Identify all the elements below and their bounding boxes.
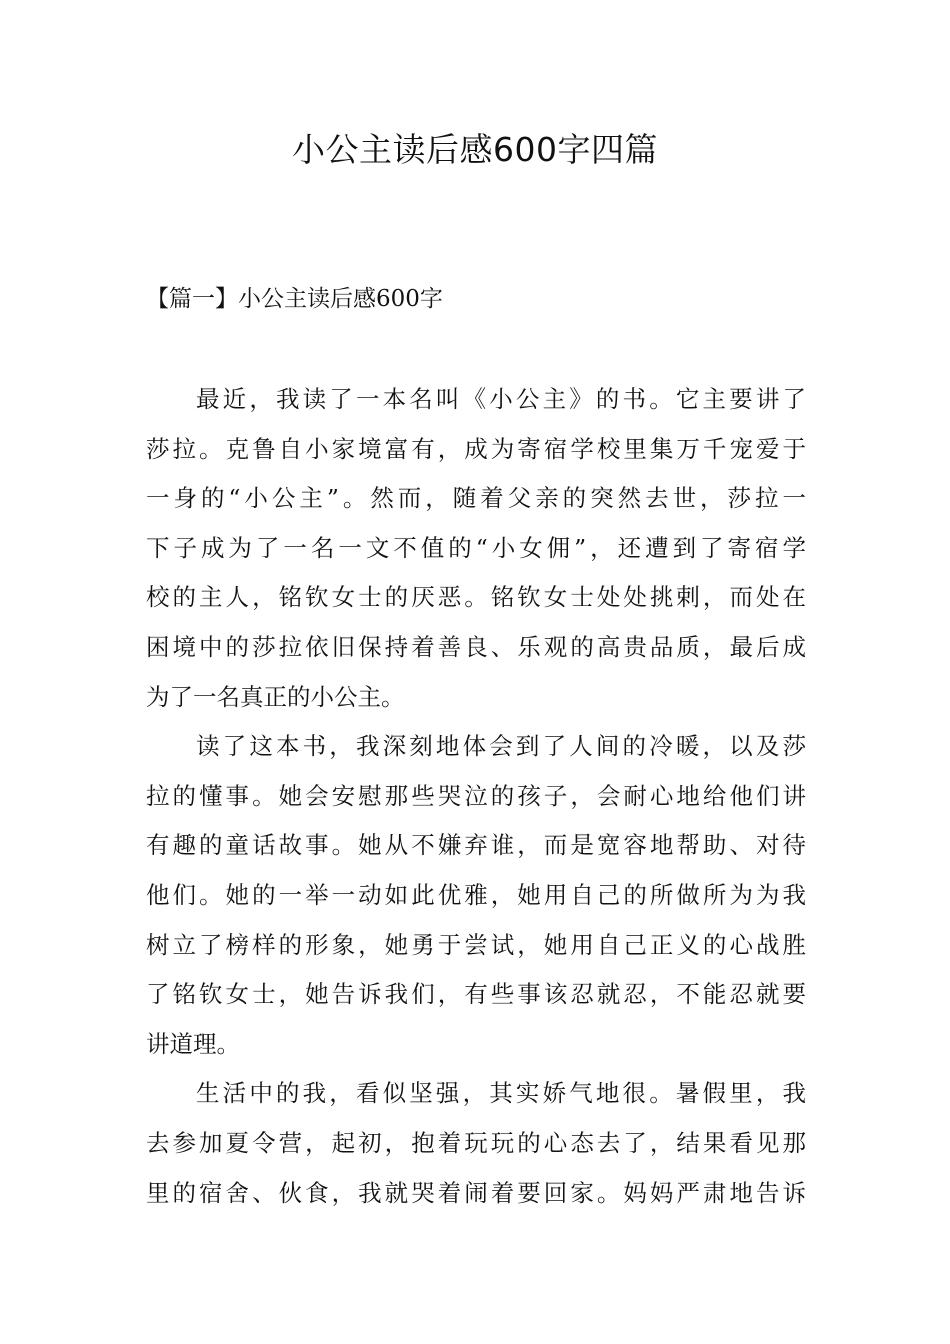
text-line: 生活中的我，看似坚强，其实娇气地很。暑假里，我	[196, 1079, 806, 1108]
section-heading: 【篇一】小公主读后感600字	[146, 286, 443, 312]
text-line: 他们。她的一举一动如此优雅，她用自己的所做所为为我	[146, 880, 806, 909]
document-body	[146, 375, 806, 1218]
text-line: 讲道理。	[146, 1029, 240, 1058]
text-line: 校的主人，铭钦女士的厌恶。铭钦女士处处挑剌，而处在	[146, 583, 806, 612]
document-title: 小公主读后感600字四篇	[292, 130, 658, 169]
text-line: 有趣的童话故事。她从不嫌弃谁，而是宽容地帮助、对待	[146, 831, 806, 860]
text-line: 为了一名真正的小公主。	[146, 682, 405, 711]
text-line: 下子成为了一名一文不值的“小女佣”，还遭到了寄宿学	[146, 533, 806, 562]
text-line: 树立了榜样的形象，她勇于尝试，她用自己正义的心战胜	[146, 930, 806, 959]
text-line: 困境中的莎拉依旧保持着善良、乐观的高贵品质，最后成	[146, 632, 806, 661]
text-line: 里的宿舍、伙食，我就哭着闹着要回家。妈妈严肃地告诉	[146, 1178, 806, 1207]
text-line: 读了这本书，我深刻地体会到了人间的冷暖，以及莎	[196, 732, 806, 761]
text-line: 了铭钦女士，她告诉我们，有些事该忍就忍，不能忍就要	[146, 980, 806, 1009]
text-line: 莎拉。克鲁自小家境富有，成为寄宿学校里集万千宠爱于	[146, 434, 806, 463]
paragraph-3	[146, 1069, 806, 1218]
text-line: 去参加夏令营，起初，抱着玩玩的心态去了，结果看见那	[146, 1128, 806, 1157]
text-line: 最近，我读了一本名叫《小公主》的书。它主要讲了	[196, 385, 806, 413]
text-line: 拉的懂事。她会安慰那些哭泣的孩子，会耐心地给他们讲	[146, 781, 806, 810]
paragraph-2	[146, 722, 806, 1069]
paragraph-1	[146, 375, 806, 722]
text-line: 一身的“小公主”。然而，随着父亲的突然去世，莎拉一	[146, 484, 806, 513]
